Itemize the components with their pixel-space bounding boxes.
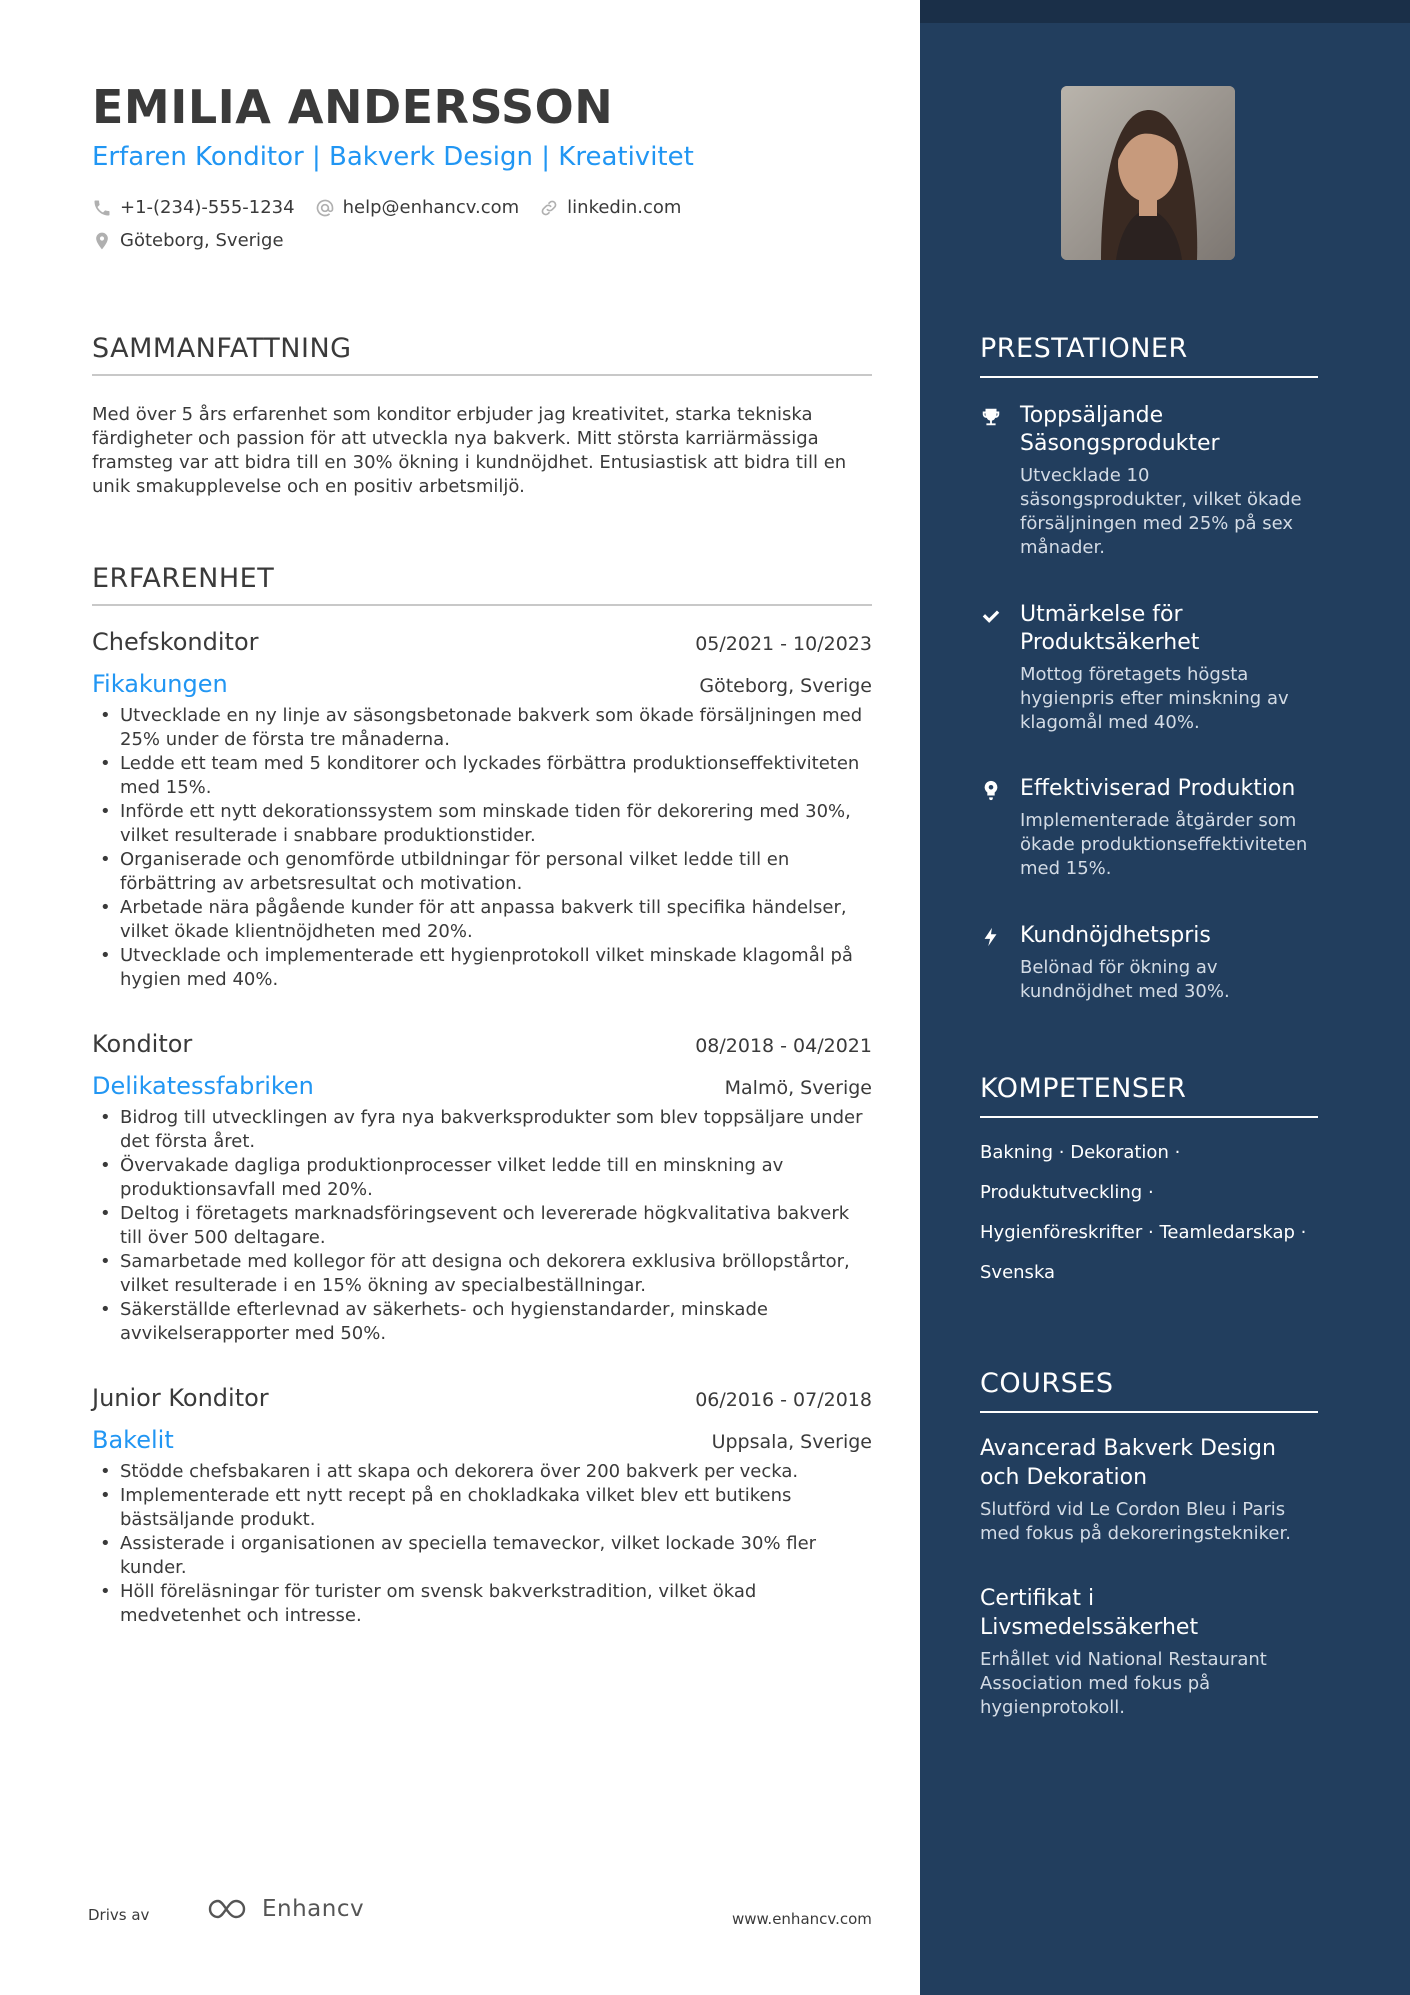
enhancv-logo[interactable] [206, 1896, 364, 1922]
footer-powered-by: Drivs av [88, 1906, 150, 1924]
job-company: Fikakungen [92, 670, 228, 698]
phone-text: +1-(234)-555-1234 [120, 197, 295, 218]
job-title: Junior Konditor [92, 1384, 269, 1412]
achievement-item [980, 775, 1318, 881]
job-company: Delikatessfabriken [92, 1072, 314, 1100]
skill-line: Produktutveckling · [980, 1182, 1154, 1203]
trophy-icon [980, 406, 1002, 428]
achievement-title: Kundnöjdhetspris [1020, 923, 1211, 948]
job-bullet: • Utvecklade och implementerade ett hygienprotokoll vilket minskade klagomål på hygien med 40%. [92, 944, 872, 992]
course-title: Avancerad Bakverk Design och Dekoration [980, 1436, 1276, 1490]
job-location: Uppsala, Sverige [711, 1431, 872, 1453]
skill-line: Bakning · Dekoration · [980, 1142, 1181, 1163]
checkmark-icon [980, 605, 1002, 627]
courses-section-title: COURSES [980, 1368, 1318, 1413]
course-title: Certifikat i Livsmedelssäkerhet [980, 1586, 1199, 1640]
job-dates: 05/2021 - 10/2023 [695, 633, 872, 655]
achievement-item [980, 922, 1318, 1004]
skill-line: Hygienföreskrifter · Teamledarskap · [980, 1222, 1307, 1243]
lightbulb-icon [980, 779, 1002, 801]
achievement-description: Belönad för ökning av kundnöjdhet med 30%. [1020, 957, 1230, 1002]
job-entry [92, 1030, 872, 1346]
job-bullet: • Samarbetade med kollegor för att designa och dekorera exklusiva bröllopstårtor, vilket resulterade i en 15% ökning av specialbeställningar. [92, 1250, 872, 1298]
contact-location [92, 230, 284, 251]
location-pin-icon [92, 231, 112, 251]
summary-section-title: SAMMANFATTNING [92, 333, 872, 376]
job-bullet: • Höll föreläsningar för turister om svensk bakverkstradition, vilket ökad medvetenhet och intresse. [92, 1580, 872, 1628]
contact-linkedin[interactable] [539, 197, 681, 218]
job-title: Konditor [92, 1030, 193, 1058]
achievement-item [980, 601, 1318, 735]
contact-phone[interactable] [92, 197, 295, 218]
sidebar-top-bar [920, 0, 1410, 23]
lightning-bolt-icon [980, 926, 1002, 948]
job-bullets [92, 1106, 872, 1346]
job-entry [92, 628, 872, 992]
course-item [980, 1584, 1318, 1720]
experience-section-title: ERFARENHET [92, 563, 872, 606]
at-sign-icon [315, 198, 335, 218]
job-bullet: • Implementerade ett nytt recept på en chokladkaka vilket blev ett butikens bästsäljande produkt. [92, 1484, 872, 1532]
job-bullet: • Arbetade nära pågående kunder för att anpassa bakverk till specifika händelser, vilket ökade klientnöjdheten med 20%. [92, 896, 872, 944]
location-text: Göteborg, Sverige [120, 230, 284, 251]
job-bullet: • Utvecklade en ny linje av säsongsbetonade bakverk som ökade försäljningen med 25% under de första tre månaderna. [92, 704, 872, 752]
course-description: Slutförd vid Le Cordon Bleu i Paris med fokus på dekoreringstekniker. [980, 1499, 1291, 1544]
course-description: Erhållet vid National Restaurant Association med fokus på hygienprotokoll. [980, 1649, 1267, 1718]
job-bullet: • Bidrog till utvecklingen av fyra nya bakverksprodukter som blev toppsäljare under det första året. [92, 1106, 872, 1154]
job-bullets [92, 704, 872, 992]
job-entry [92, 1384, 872, 1628]
job-location: Malmö, Sverige [724, 1077, 872, 1099]
achievement-title: Utmärkelse för Produktsäkerhet [1020, 602, 1200, 655]
skills-list [980, 1138, 1318, 1298]
contact-row [92, 197, 701, 218]
job-bullet: • Deltog i företagets marknadsföringsevent och levererade högkvalitativa bakverk till över 500 deltagare. [92, 1202, 872, 1250]
job-dates: 06/2016 - 07/2018 [695, 1389, 872, 1411]
job-bullet: • Införde ett nytt dekorationssystem som minskade tiden för dekorering med 30%, vilket resulterade i snabbare produktionstider. [92, 800, 872, 848]
email-text: help@enhancv.com [342, 197, 520, 218]
job-bullet: • Stödde chefsbakaren i att skapa och dekorera över 200 bakverk per vecka. [92, 1460, 872, 1484]
job-bullet: • Ledde ett team med 5 konditorer och lyckades förbättra produktionseffektiviteten med 15%. [92, 752, 872, 800]
job-location: Göteborg, Sverige [699, 675, 872, 697]
candidate-tagline: Erfaren Konditor | Bakverk Design | Kreativitet [92, 142, 694, 172]
profile-photo [1061, 86, 1235, 260]
infinity-logo-icon [206, 1896, 254, 1922]
job-bullet: • Assisterade i organisationen av speciella temaveckor, vilket lockade 30% fler kunder. [92, 1532, 872, 1580]
job-bullet: • Övervakade dagliga produktionprocesser vilket ledde till en minskning av produktionsavfall med 20%. [92, 1154, 872, 1202]
contact-email[interactable] [315, 197, 520, 218]
summary-text: Med över 5 års erfarenhet som konditor erbjuder jag kreativitet, starka tekniska färdigheter och passion för att utveckla nya bakverk. Mitt största karriärmässiga framsteg var att bidra till en 30% ökning i kundnöjdhet. Entusiastisk att bidra till en unik smakupplevelse och en positiv arbetsmiljö. [92, 404, 847, 497]
candidate-name: EMILIA ANDERSSON [92, 80, 614, 134]
job-bullet: • Organiserade och genomförde utbildningar för personal vilket ledde till en förbättring av arbetsresultat och motivation. [92, 848, 872, 896]
contact-row-location [92, 230, 304, 251]
job-title: Chefskonditor [92, 628, 259, 656]
link-icon [539, 198, 559, 218]
brand-name: Enhancv [262, 1896, 365, 1922]
linkedin-text: linkedin.com [567, 197, 682, 218]
job-bullets [92, 1460, 872, 1628]
job-dates: 08/2018 - 04/2021 [695, 1035, 872, 1057]
achievement-title: Toppsäljande Säsongsprodukter [1020, 403, 1220, 456]
achievement-description: Mottog företagets högsta hygienpris efter minskning av klagomål med 40%. [1020, 664, 1289, 733]
achievement-description: Utvecklade 10 säsongsprodukter, vilket ökade försäljningen med 25% på sex månader. [1020, 465, 1302, 558]
course-item [980, 1434, 1318, 1546]
job-bullet: • Säkerställde efterlevnad av säkerhets- och hygienstandarder, minskade avvikelserapporter med 50%. [92, 1298, 872, 1346]
footer-url[interactable]: www.enhancv.com [732, 1910, 872, 1928]
achievement-item [980, 402, 1318, 560]
job-company: Bakelit [92, 1426, 174, 1454]
skill-line: Svenska [980, 1262, 1056, 1283]
achievement-title: Effektiviserad Produktion [1020, 776, 1296, 801]
achievements-section-title: PRESTATIONER [980, 333, 1318, 378]
skills-section-title: KOMPETENSER [980, 1073, 1318, 1118]
phone-icon [92, 198, 112, 218]
achievement-description: Implementerade åtgärder som ökade produktionseffektiviteten med 15%. [1020, 810, 1308, 879]
